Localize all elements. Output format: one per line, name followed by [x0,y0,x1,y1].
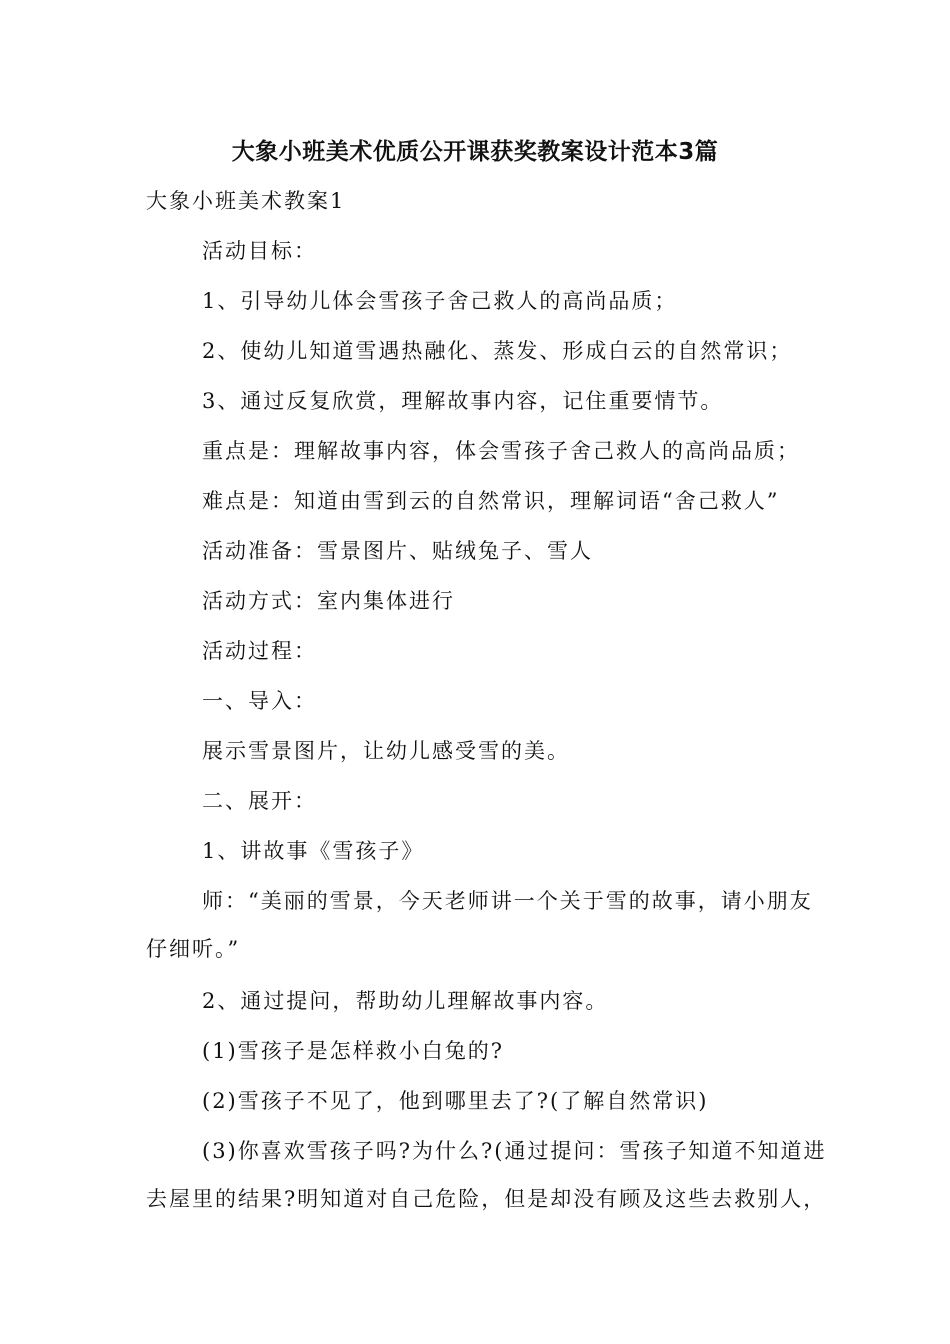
paragraph-activity-goals: 活动目标： [202,239,317,263]
paragraph-method: 活动方式：室内集体进行 [202,589,455,613]
paragraph-goal-2: 2、使幼儿知道雪遇热融化、蒸发、形成白云的自然常识； [202,339,793,363]
paragraph-question-3-line-2: 去屋里的结果?明知道对自己危险，但是却没有顾及这些去救别人， [146,1187,827,1211]
section-heading: 大象小班美术教案1 [146,189,346,213]
paragraph-intro-body: 展示雪景图片，让幼儿感受雪的美。 [202,739,570,763]
paragraph-difficulty: 难点是：知道由雪到云的自然常识，理解词语“舍己救人” [202,489,780,513]
paragraph-preparation: 活动准备：雪景图片、贴绒兔子、雪人 [202,539,593,563]
paragraph-goal-1: 1、引导幼儿体会雪孩子舍己救人的高尚品质； [202,289,678,313]
paragraph-story: 1、讲故事《雪孩子》 [202,839,425,863]
paragraph-goal-3: 3、通过反复欣赏，理解故事内容，记住重要情节。 [202,389,724,413]
paragraph-develop-heading: 二、展开： [202,789,317,813]
paragraph-intro-heading: 一、导入： [202,689,317,713]
document-title: 大象小班美术优质公开课获奖教案设计范本3篇 [231,139,719,165]
paragraph-question-3-line-1: (3)你喜欢雪孩子吗?为什么?(通过提问：雪孩子知道不知道进 [202,1139,827,1163]
paragraph-teacher-line-1: 师：“美丽的雪景，今天老师讲一个关于雪的故事，请小朋友 [202,889,813,913]
paragraph-question-1: (1)雪孩子是怎样救小白兔的? [202,1039,505,1063]
paragraph-questions-intro: 2、通过提问，帮助幼儿理解故事内容。 [202,989,609,1013]
paragraph-teacher-line-2: 仔细听。” [146,937,241,961]
paragraph-key-point: 重点是：理解故事内容，体会雪孩子舍己救人的高尚品质； [202,439,800,463]
paragraph-question-2: (2)雪孩子不见了，他到哪里去了?(了解自然常识) [202,1089,709,1113]
paragraph-process: 活动过程： [202,639,317,663]
